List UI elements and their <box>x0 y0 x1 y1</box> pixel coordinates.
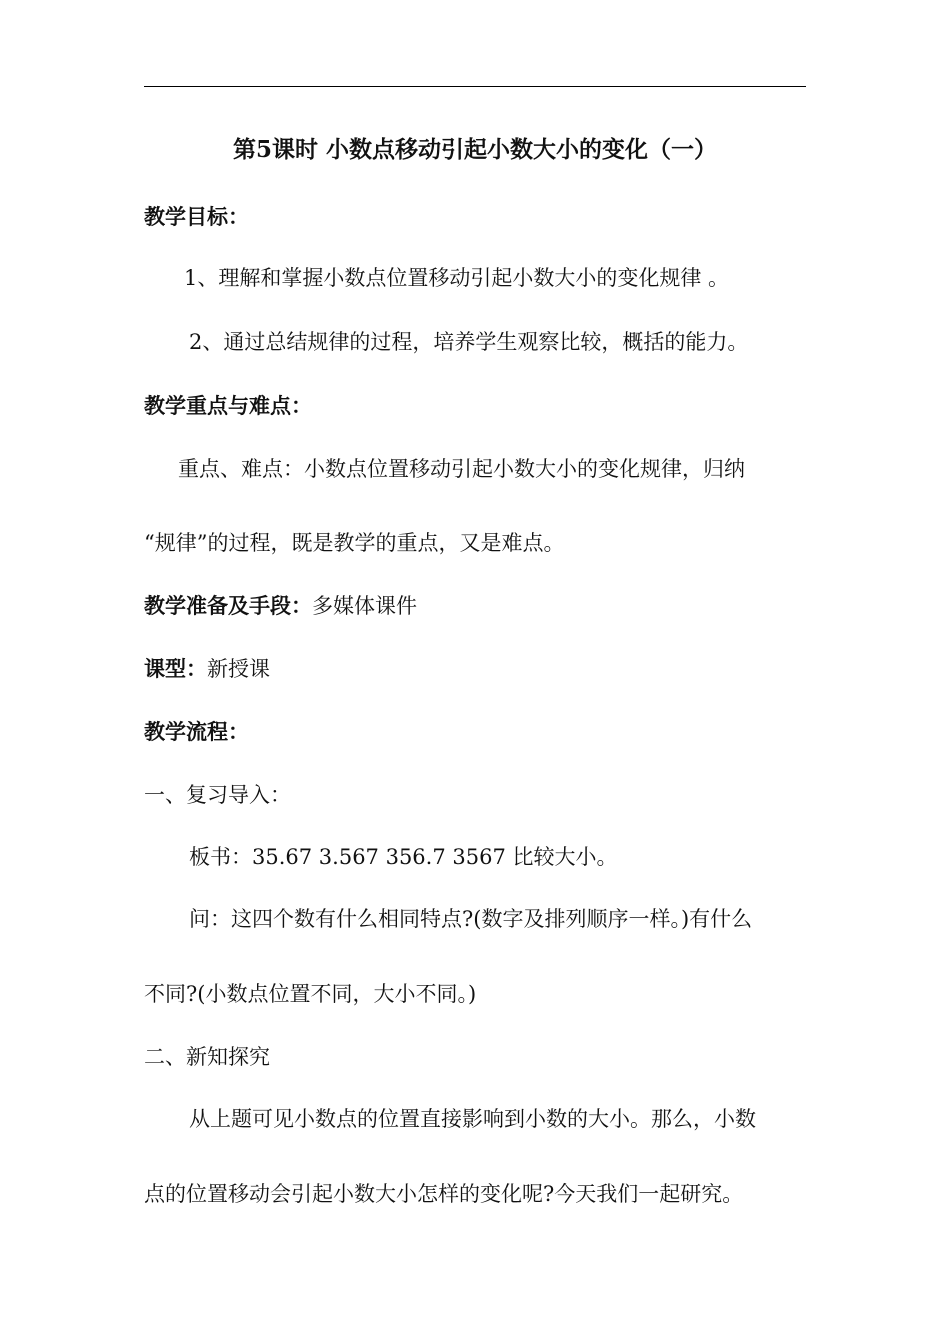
section-2-paragraph-line-2: 点的位置移动会引起小数大小怎样的变化呢?今天我们一起研究。 <box>144 1182 744 1206</box>
preparation-label: 教学准备及手段： <box>144 593 312 618</box>
section-1-board: 板书：35.67 3.567 356.7 3567 比较大小。 <box>189 845 618 869</box>
process-heading: 教学流程： <box>144 719 249 744</box>
lesson-type-line <box>144 655 270 683</box>
preparation-line <box>144 592 417 620</box>
section-1-heading: 一、复习导入： <box>144 783 291 807</box>
lesson-type-value: 新授课 <box>207 657 270 681</box>
objective-item-1: 1、理解和掌握小数点位置移动引起小数大小的变化规律 。 <box>184 266 730 290</box>
key-points-line-1: 重点、难点：小数点位置移动引起小数大小的变化规律，归纳 <box>178 457 745 481</box>
objective-item-2: 2、通过总结规律的过程，培养学生观察比较，概括的能力。 <box>189 330 749 354</box>
section-2-paragraph-line-1: 从上题可见小数点的位置直接影响到小数的大小。那么，小数 <box>189 1107 756 1131</box>
page-title: 第5课时 小数点移动引起小数大小的变化（一） <box>232 136 717 163</box>
section-1-question-line-2: 不同?(小数点位置不同，大小不同。) <box>144 982 477 1006</box>
lesson-type-label: 课型： <box>144 656 207 681</box>
preparation-value: 多媒体课件 <box>312 594 417 618</box>
key-points-line-2: “规律”的过程，既是教学的重点，又是难点。 <box>144 531 565 555</box>
section-1-question-line-1: 问：这四个数有什么相同特点?(数字及排列顺序一样。)有什么 <box>189 907 753 931</box>
objectives-heading: 教学目标： <box>144 204 249 229</box>
key-points-heading: 教学重点与难点： <box>144 393 312 418</box>
header-rule <box>144 86 806 87</box>
section-2-heading: 二、新知探究 <box>144 1045 270 1069</box>
